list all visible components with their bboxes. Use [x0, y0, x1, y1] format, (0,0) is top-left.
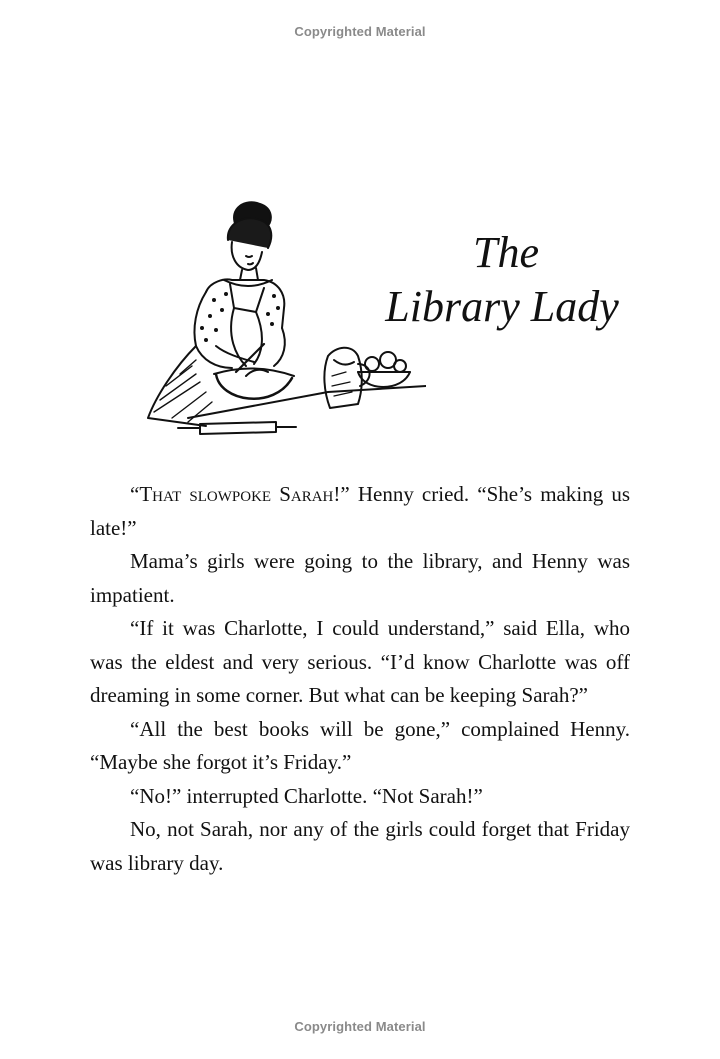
chapter-title-line2: Library Lady [385, 282, 619, 331]
paragraph [90, 545, 630, 612]
paragraph-text: “If it was Charlotte, I could understand,” said Ella, who was the eldest and very serious. “I’d know Charlotte was off dreaming in some corner. But what can be keeping Sarah?” [90, 616, 630, 707]
paragraph-text: No, not Sarah, nor any of the girls could forget that Friday was library day. [90, 817, 630, 875]
paragraph [90, 813, 630, 880]
paragraph [90, 478, 630, 545]
paragraph-text: “All the best books will be gone,” complained Henny. “Maybe she forgot it’s Friday.” [90, 716, 630, 774]
paragraph-text: Mama’s girls were going to the library, and Henny was impatient. [90, 549, 630, 607]
paragraph [90, 612, 630, 713]
chapter-body [90, 478, 630, 880]
copyright-watermark-bottom: Copyrighted Material [294, 1019, 426, 1034]
chapter-title [372, 226, 632, 334]
paragraph-text: ” Henny cried. “She’s making us late!” [90, 482, 630, 540]
paragraph-lead-smallcaps: “That slowpoke Sarah! [130, 482, 341, 506]
paragraph [90, 713, 630, 780]
chapter-title-line1: The [473, 228, 539, 277]
paragraph [90, 780, 630, 814]
paragraph-text: “No!” interrupted Charlotte. “Not Sarah!” [130, 783, 483, 808]
copyright-watermark-top: Copyrighted Material [294, 24, 426, 39]
